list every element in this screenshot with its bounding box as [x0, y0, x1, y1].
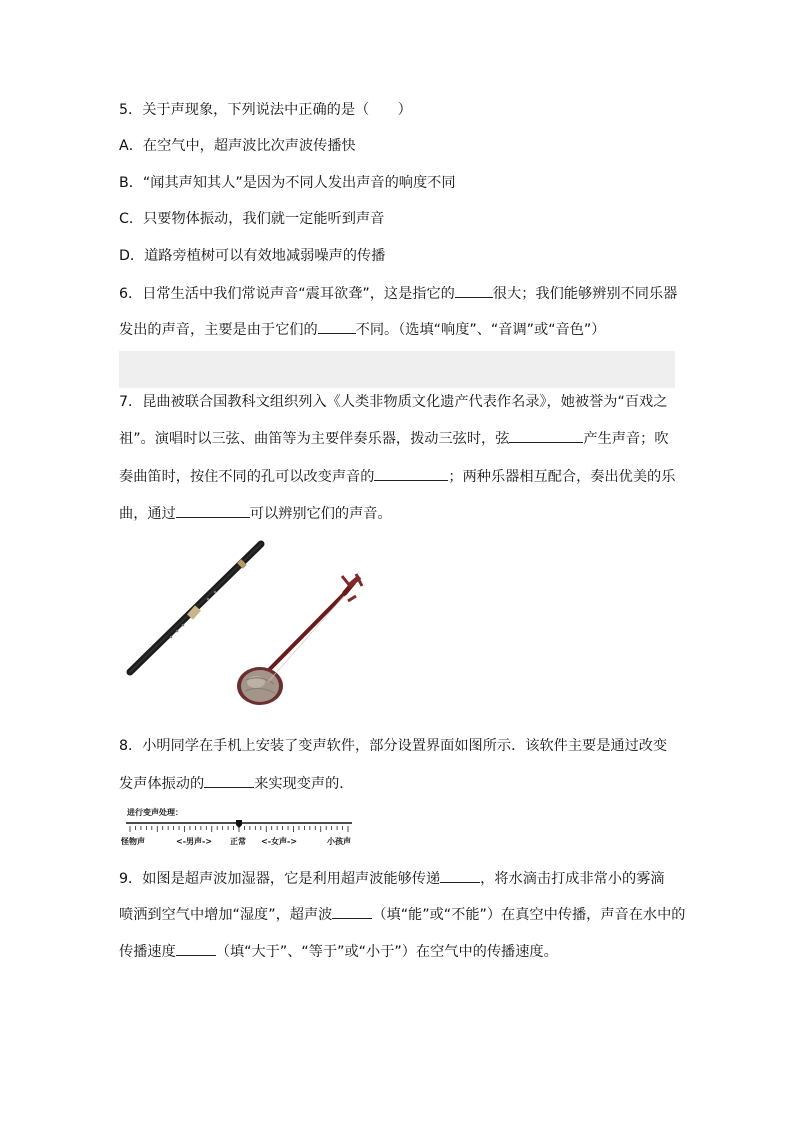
- slider-label-normal: 正常: [230, 836, 246, 846]
- q9-line-1: [119, 869, 665, 888]
- q6-text: 很大；我们能够辨别不同乐器: [492, 286, 678, 302]
- separator-band: [119, 351, 675, 388]
- flute-image: [130, 544, 261, 672]
- q9-text: （填“能”或“不能”）在真空中传播，声音在水中的: [372, 907, 686, 923]
- q7-text: 产生声音；吹: [583, 431, 669, 447]
- q9-text: ，将水滴击打成非常小的雾滴: [480, 871, 665, 887]
- slider-label-female: <-女声->: [261, 836, 298, 846]
- q5-option-b: B．“闻其声知其人”是因为不同人发出声音的响度不同: [119, 175, 456, 191]
- slider-label-child: 小孩声: [327, 836, 351, 846]
- voice-changer-slider: [118, 806, 358, 848]
- q5-stem: 5．关于声现象，下列说法中正确的是（ ）: [119, 102, 412, 118]
- q8-text: 发声体振动的: [119, 776, 205, 792]
- q9-blank-1[interactable]: [440, 869, 480, 883]
- q7-line-3: [119, 467, 675, 486]
- q9-text: 传播速度: [119, 944, 176, 960]
- q6-blank-1[interactable]: [455, 284, 493, 298]
- q6-text: 发出的声音，主要是由于它们的: [119, 322, 318, 338]
- q7-blank-2[interactable]: [374, 467, 448, 481]
- q7-text: 祖”。演唱时以三弦、曲笛等为主要伴奏乐器，拨动三弦时，弦: [119, 431, 510, 447]
- q8-text: 来实现变声的．: [254, 776, 354, 792]
- slider-label-monster: 怪物声: [121, 836, 145, 846]
- q5-option-a: A．在空气中，超声波比次声波传播快: [119, 138, 356, 154]
- q9-text: 9．如图是超声波加湿器，它是利用超声波能够传递: [119, 871, 441, 887]
- q7-blank-1[interactable]: [509, 429, 583, 443]
- q9-line-2: [119, 905, 685, 924]
- q7-text: 可以辨别它们的声音。: [249, 506, 392, 522]
- q9-blank-3[interactable]: [176, 942, 216, 956]
- slider-title: 进行变声处理：: [127, 807, 183, 817]
- slider-label-male: <-男声->: [176, 836, 213, 846]
- q9-line-3: [119, 942, 558, 961]
- q8-line-2: [119, 774, 353, 793]
- q5-option-c: C．只要物体振动，我们就一定能听到声音: [119, 211, 385, 227]
- q7-text: 曲，通过: [119, 506, 176, 522]
- q8-line-1: 8．小明同学在手机上安装了变声软件，部分设置界面如图所示．该软件主要是通过改变: [119, 738, 668, 754]
- q6-blank-2[interactable]: [318, 320, 356, 334]
- q6-text: 6．日常生活中我们常说声音“震耳欲聋”，这是指它的: [119, 286, 455, 302]
- q9-text: （填“大于”、“等于”或“小于”）在空气中的传播速度。: [215, 944, 558, 960]
- sanxian-image: [237, 574, 362, 705]
- q9-text: 喷洒到空气中增加“湿度”，超声波: [119, 907, 333, 923]
- q7-line-2: [119, 429, 669, 448]
- instruments-figure: [118, 538, 388, 713]
- q7-line-4: [119, 504, 392, 523]
- q9-blank-2[interactable]: [332, 905, 372, 919]
- q7-text: ；两种乐器相互配合，奏出优美的乐: [448, 469, 676, 485]
- slider-thumb[interactable]: [236, 820, 242, 828]
- q6-line-1: [119, 284, 677, 303]
- q6-text: 不同。（选填“响度”、“音调”或“音色”）: [355, 322, 606, 338]
- q8-blank-1[interactable]: [204, 774, 254, 788]
- q7-blank-3[interactable]: [176, 504, 250, 518]
- q7-line-1: 7．昆曲被联合国教科文组织列入《人类非物质文化遗产代表作名录》，她被誉为“百戏之: [119, 394, 668, 410]
- slider-track[interactable]: [118, 818, 358, 836]
- q5-option-d: D．道路旁植树可以有效地减弱噪声的传播: [119, 248, 386, 264]
- q6-line-2: [119, 320, 605, 339]
- q7-text: 奏曲笛时，按住不同的孔可以改变声音的: [119, 469, 375, 485]
